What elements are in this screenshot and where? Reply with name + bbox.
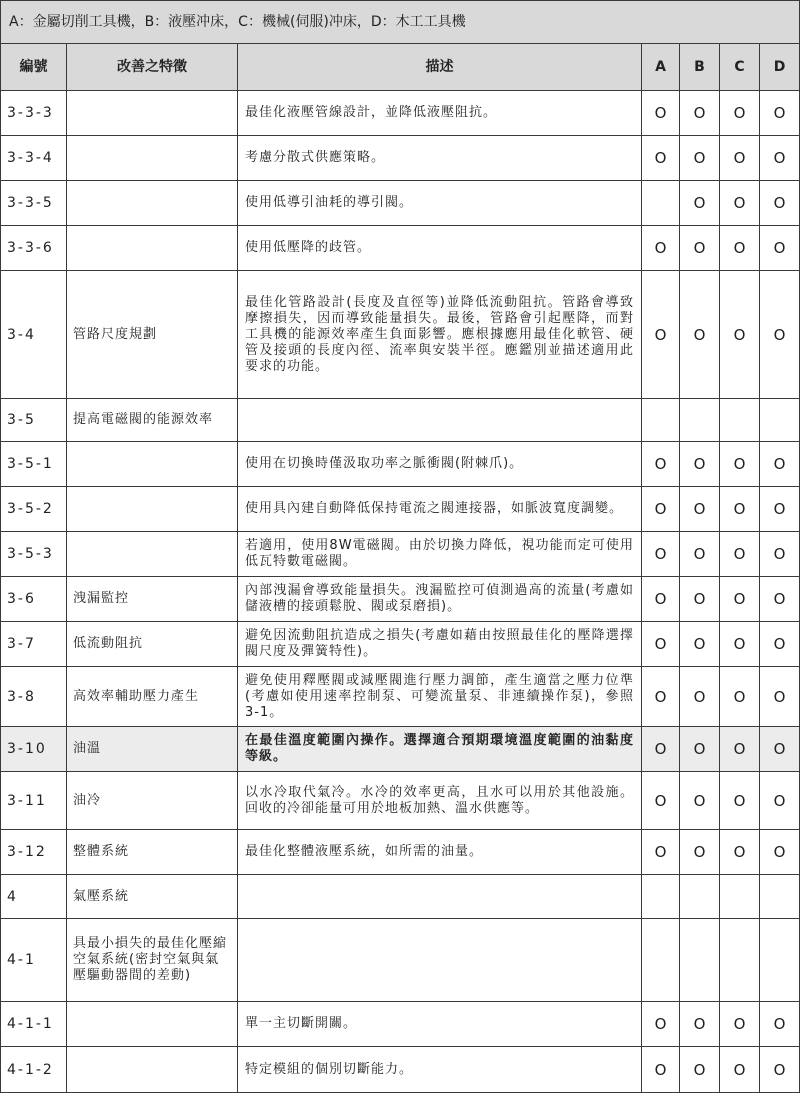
table-row xyxy=(1,91,800,136)
table-row xyxy=(1,727,800,772)
row-mark-a xyxy=(642,181,680,226)
row-description xyxy=(238,875,642,919)
row-mark-c: O xyxy=(720,772,760,830)
row-mark-b: O xyxy=(680,136,720,181)
row-feature: 油溫 xyxy=(67,727,238,772)
row-mark-a: O xyxy=(642,1002,680,1047)
row-mark-a: O xyxy=(642,1047,680,1093)
row-mark-a: O xyxy=(642,532,680,577)
row-code: 3-8 xyxy=(1,667,67,727)
row-code: 4-1-1 xyxy=(1,1002,67,1047)
row-feature: 整體系統 xyxy=(67,830,238,875)
row-code: 4-1-2 xyxy=(1,1047,67,1093)
legend-row xyxy=(1,1,800,44)
table-row xyxy=(1,399,800,442)
header-d: D xyxy=(760,44,800,91)
row-mark-d: O xyxy=(760,1047,800,1093)
row-mark-b xyxy=(680,919,720,1002)
table-row xyxy=(1,226,800,271)
row-mark-d: O xyxy=(760,772,800,830)
row-mark-c: O xyxy=(720,271,760,399)
row-description xyxy=(238,399,642,442)
row-feature xyxy=(67,487,238,532)
row-code: 3-3-6 xyxy=(1,226,67,271)
row-description: 以水冷取代氣冷。水冷的效率更高，且水可以用於其他設施。回收的冷卻能量可用於地板加熱、溫水供應等。 xyxy=(238,772,642,830)
row-code: 3-5-2 xyxy=(1,487,67,532)
row-description: 使用在切換時僅汲取功率之脈衝閥(附棘爪)。 xyxy=(238,442,642,487)
row-description: 使用具內建自動降低保持電流之閥連接器，如脈波寬度調變。 xyxy=(238,487,642,532)
table-row xyxy=(1,442,800,487)
row-feature xyxy=(67,136,238,181)
table-row xyxy=(1,271,800,399)
row-mark-a: O xyxy=(642,577,680,622)
row-description: 最佳化整體液壓系統，如所需的油量。 xyxy=(238,830,642,875)
row-mark-a: O xyxy=(642,91,680,136)
row-mark-d: O xyxy=(760,271,800,399)
row-mark-c: O xyxy=(720,442,760,487)
table-row xyxy=(1,532,800,577)
row-description: 使用低導引油耗的導引閥。 xyxy=(238,181,642,226)
table-row xyxy=(1,667,800,727)
header-b: B xyxy=(680,44,720,91)
row-mark-a: O xyxy=(642,271,680,399)
header-a: A xyxy=(642,44,680,91)
table-row xyxy=(1,1002,800,1047)
row-mark-b: O xyxy=(680,622,720,667)
header-description: 描述 xyxy=(238,44,642,91)
row-code: 3-11 xyxy=(1,772,67,830)
row-code: 3-3-3 xyxy=(1,91,67,136)
header-feature: 改善之特徵 xyxy=(67,44,238,91)
row-mark-d xyxy=(760,875,800,919)
row-feature xyxy=(67,226,238,271)
row-description: 內部洩漏會導致能量損失。洩漏監控可偵測過高的流量(考慮如儲液槽的接頭鬆脫、閥或泵磨損)。 xyxy=(238,577,642,622)
row-mark-d: O xyxy=(760,622,800,667)
row-description: 在最佳溫度範圍內操作。選擇適合預期環境溫度範圍的油黏度等級。 xyxy=(238,727,642,772)
row-mark-c: O xyxy=(720,487,760,532)
row-code: 3-3-4 xyxy=(1,136,67,181)
table-row xyxy=(1,487,800,532)
row-mark-c: O xyxy=(720,136,760,181)
row-mark-b: O xyxy=(680,1002,720,1047)
row-mark-a: O xyxy=(642,226,680,271)
row-mark-b: O xyxy=(680,667,720,727)
row-code: 3-12 xyxy=(1,830,67,875)
row-description: 使用低壓降的歧管。 xyxy=(238,226,642,271)
table-row xyxy=(1,622,800,667)
row-code: 3-10 xyxy=(1,727,67,772)
row-mark-a: O xyxy=(642,487,680,532)
row-feature: 提高電磁閥的能源效率 xyxy=(67,399,238,442)
row-code: 4-1 xyxy=(1,919,67,1002)
row-code: 3-3-5 xyxy=(1,181,67,226)
row-mark-c xyxy=(720,919,760,1002)
row-mark-b: O xyxy=(680,226,720,271)
row-mark-c: O xyxy=(720,622,760,667)
header-c: C xyxy=(720,44,760,91)
row-mark-b xyxy=(680,399,720,442)
row-mark-b: O xyxy=(680,727,720,772)
row-mark-a xyxy=(642,875,680,919)
row-mark-b: O xyxy=(680,532,720,577)
row-feature xyxy=(67,442,238,487)
row-mark-d: O xyxy=(760,442,800,487)
table-row xyxy=(1,577,800,622)
row-mark-c: O xyxy=(720,667,760,727)
row-mark-a: O xyxy=(642,830,680,875)
table-row xyxy=(1,136,800,181)
row-mark-a xyxy=(642,399,680,442)
row-feature: 洩漏監控 xyxy=(67,577,238,622)
table-row xyxy=(1,919,800,1002)
row-mark-d: O xyxy=(760,667,800,727)
row-feature: 油冷 xyxy=(67,772,238,830)
row-mark-d xyxy=(760,919,800,1002)
row-code: 3-5-1 xyxy=(1,442,67,487)
row-description: 若適用，使用8W電磁閥。由於切換力降低，視功能而定可使用低瓦特數電磁閥。 xyxy=(238,532,642,577)
row-mark-d: O xyxy=(760,226,800,271)
row-mark-c: O xyxy=(720,1047,760,1093)
table-row xyxy=(1,1047,800,1093)
row-description: 考慮分散式供應策略。 xyxy=(238,136,642,181)
table-body xyxy=(1,91,800,1093)
row-mark-b xyxy=(680,875,720,919)
row-mark-c: O xyxy=(720,727,760,772)
row-mark-d: O xyxy=(760,91,800,136)
table-row xyxy=(1,830,800,875)
row-mark-b: O xyxy=(680,487,720,532)
row-feature: 高效率輔助壓力產生 xyxy=(67,667,238,727)
row-mark-d: O xyxy=(760,727,800,772)
row-feature xyxy=(67,1002,238,1047)
table-row xyxy=(1,875,800,919)
row-mark-a: O xyxy=(642,622,680,667)
row-feature xyxy=(67,1047,238,1093)
row-description: 避免因流動阻抗造成之損失(考慮如藉由按照最佳化的壓降選擇閥尺度及彈簧特性)。 xyxy=(238,622,642,667)
row-mark-a: O xyxy=(642,667,680,727)
row-mark-d: O xyxy=(760,1002,800,1047)
row-code: 3-4 xyxy=(1,271,67,399)
row-mark-c xyxy=(720,875,760,919)
row-description xyxy=(238,919,642,1002)
row-feature: 管路尺度規劃 xyxy=(67,271,238,399)
row-mark-c: O xyxy=(720,830,760,875)
row-mark-c: O xyxy=(720,577,760,622)
row-mark-a: O xyxy=(642,772,680,830)
row-mark-d: O xyxy=(760,136,800,181)
row-description: 最佳化管路設計(長度及直徑等)並降低流動阻抗。管路會導致摩擦損失，因而導致能量損失。最後，管路會引起壓降，而對工具機的能源效率產生負面影響。應根據應用最佳化軟管、硬管及接頭的長度內徑、流率與安裝半徑。應鑑別並描述適用此要求的功能。 xyxy=(238,271,642,399)
row-mark-b: O xyxy=(680,772,720,830)
row-mark-d xyxy=(760,399,800,442)
row-mark-b: O xyxy=(680,271,720,399)
row-mark-a: O xyxy=(642,136,680,181)
row-mark-c: O xyxy=(720,226,760,271)
row-code: 3-5-3 xyxy=(1,532,67,577)
header-code: 編號 xyxy=(1,44,67,91)
row-description: 最佳化液壓管線設計，並降低液壓阻抗。 xyxy=(238,91,642,136)
row-mark-c: O xyxy=(720,91,760,136)
row-mark-a xyxy=(642,919,680,1002)
row-mark-d: O xyxy=(760,181,800,226)
row-mark-b: O xyxy=(680,1047,720,1093)
row-mark-a: O xyxy=(642,442,680,487)
table-row xyxy=(1,181,800,226)
row-mark-d: O xyxy=(760,532,800,577)
row-feature xyxy=(67,91,238,136)
row-code: 3-6 xyxy=(1,577,67,622)
row-mark-b: O xyxy=(680,181,720,226)
row-mark-c: O xyxy=(720,532,760,577)
header-row xyxy=(1,44,800,91)
row-mark-d: O xyxy=(760,487,800,532)
row-code: 3-5 xyxy=(1,399,67,442)
row-feature xyxy=(67,532,238,577)
row-mark-c: O xyxy=(720,181,760,226)
row-code: 3-7 xyxy=(1,622,67,667)
row-mark-a: O xyxy=(642,727,680,772)
table-row xyxy=(1,772,800,830)
row-feature: 氣壓系統 xyxy=(67,875,238,919)
row-description: 特定模組的個別切斷能力。 xyxy=(238,1047,642,1093)
machine-legend: A：金屬切削工具機，B：液壓冲床，C：機械(伺服)冲床，D：木工工具機 xyxy=(1,1,800,44)
row-mark-b: O xyxy=(680,577,720,622)
row-feature: 具最小損失的最佳化壓縮空氣系統(密封空氣與氣壓驅動器間的差動) xyxy=(67,919,238,1002)
row-mark-c xyxy=(720,399,760,442)
row-feature: 低流動阻抗 xyxy=(67,622,238,667)
row-mark-b: O xyxy=(680,830,720,875)
row-feature xyxy=(67,181,238,226)
row-description: 單一主切斷開關。 xyxy=(238,1002,642,1047)
row-mark-b: O xyxy=(680,91,720,136)
row-mark-d: O xyxy=(760,830,800,875)
row-mark-b: O xyxy=(680,442,720,487)
row-mark-d: O xyxy=(760,577,800,622)
row-mark-c: O xyxy=(720,1002,760,1047)
row-code: 4 xyxy=(1,875,67,919)
row-description: 避免使用釋壓閥或減壓閥進行壓力調節，產生適當之壓力位準(考慮如使用速率控制泵、可變流量泵、非連續操作泵)，參照3-1。 xyxy=(238,667,642,727)
